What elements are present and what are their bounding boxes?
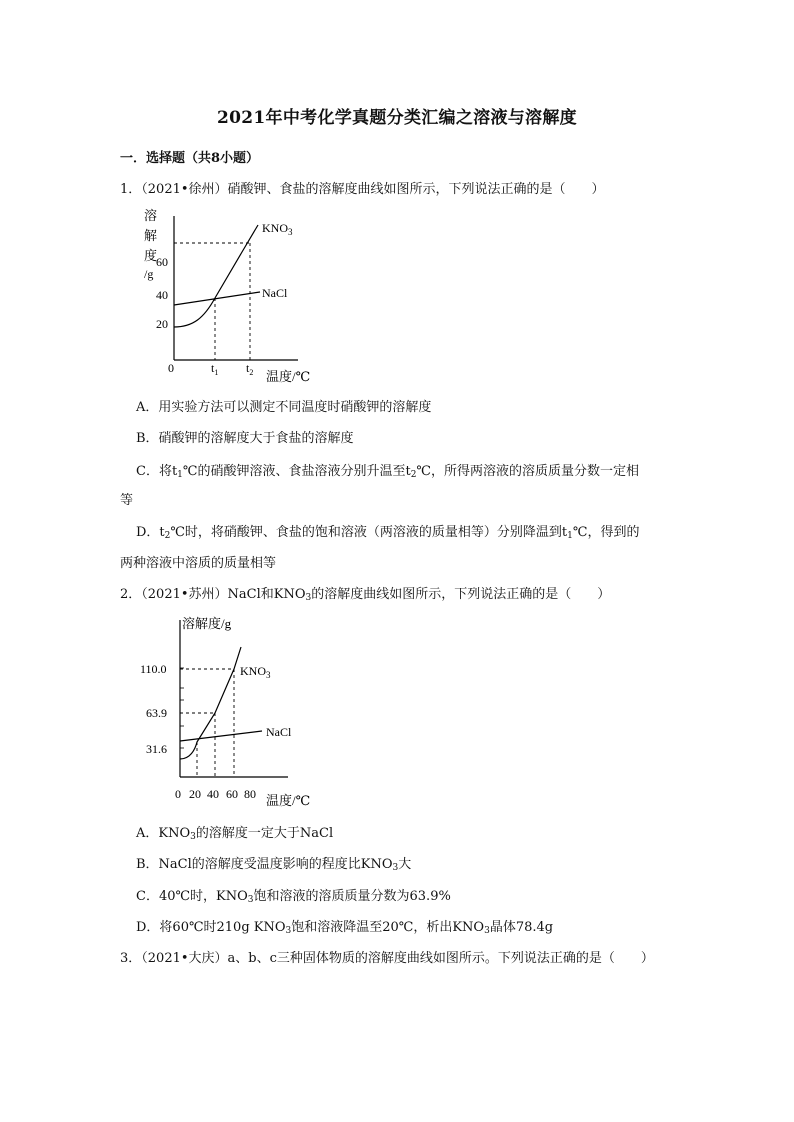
q2-option-a: A．$KNO_3$的溶解度一定大于NaCl bbox=[136, 826, 334, 842]
q2-xtick-20: 20 bbox=[189, 787, 201, 801]
q1-option-b: B．硝酸钾的溶解度大于食盐的溶解度 bbox=[136, 431, 354, 446]
q2-xtick-80: 80 bbox=[244, 787, 256, 801]
q1-ytick-20: 20 bbox=[156, 317, 168, 331]
q1-xtick-t1: $t_1$ bbox=[211, 361, 219, 377]
page-title: 2021年中考化学真题分类汇编之溶液与溶解度 bbox=[217, 108, 577, 128]
q1-xlabel: 温度/℃ bbox=[266, 369, 311, 384]
q2-option-d: D．将60℃时210g $KNO_3$饱和溶液降温至20℃，析出$KNO_3$晶体78.4g bbox=[136, 920, 554, 936]
question-3-stem: 3．（2021•大庆）a、b、c三种固体物质的溶解度曲线如图所示。下列说法正确的是（ ） bbox=[120, 951, 654, 966]
question-1-stem: 1．（2021•徐州）硝酸钾、食盐的溶解度曲线如图所示，下列说法正确的是（ ） bbox=[120, 182, 605, 197]
q2-nacl-line bbox=[180, 731, 262, 741]
q2-kno3-label: $KNO_3$ bbox=[240, 664, 271, 680]
q2-option-b: B．NaCl的溶解度受温度影响的程度比$KNO_3$大 bbox=[136, 857, 412, 873]
q1-nacl-label: NaCl bbox=[262, 286, 288, 300]
q1-ylabel-2: 解 bbox=[144, 228, 158, 243]
q2-nacl-label: NaCl bbox=[266, 725, 292, 739]
q2-ytick-63-9: 63.9 bbox=[146, 706, 167, 720]
q1-kno3-label: $KNO_3$ bbox=[262, 221, 293, 237]
q1-ytick-60: 60 bbox=[156, 255, 168, 269]
q1-option-d-continued: 两种溶液中溶质的质量相等 bbox=[120, 556, 277, 571]
question-2-stem: 2．（2021•苏州）NaCl和$KNO_3$的溶解度曲线如图所示，下列说法正确的是（ ） bbox=[120, 587, 611, 603]
q1-option-c-continued: 等 bbox=[120, 493, 134, 508]
q1-option-c: C．将$t_1℃$的硝酸钾溶液、食盐溶液分别升温至$t_2℃$，所得两溶液的溶质质量分数一定相 bbox=[136, 464, 639, 480]
q2-option-c: C．40℃时，$KNO_3$饱和溶液的溶质质量分数为63.9% bbox=[136, 889, 451, 905]
q1-option-a: A．用实验方法可以测定不同温度时硝酸钾的溶解度 bbox=[136, 400, 432, 415]
q1-ytick-40: 40 bbox=[156, 288, 168, 302]
q2-kno3-curve bbox=[180, 647, 241, 759]
section-heading: 一．选择题（共8小题） bbox=[120, 151, 260, 166]
q1-ylabel-1: 溶 bbox=[144, 208, 158, 223]
q1-xtick-t2: $t_2$ bbox=[246, 361, 254, 377]
q2-xtick-0: 0 bbox=[175, 787, 181, 801]
q2-ylabel: 溶解度/g bbox=[182, 616, 232, 631]
q2-xlabel: 温度/℃ bbox=[266, 793, 311, 808]
q2-solubility-chart bbox=[138, 606, 338, 812]
q2-xtick-40: 40 bbox=[207, 787, 219, 801]
q1-ylabel-4: /g bbox=[144, 267, 154, 281]
q1-ylabel-3: 度 bbox=[144, 248, 158, 263]
q1-origin: 0 bbox=[168, 361, 174, 375]
q2-ytick-31-6: 31.6 bbox=[146, 742, 167, 756]
q1-option-d: D．$t_2℃$时，将硝酸钾、食盐的饱和溶液（两溶液的质量相等）分别降温到$t_1℃$，得到的 bbox=[136, 525, 640, 541]
q1-kno3-curve bbox=[174, 225, 258, 327]
q2-xtick-60: 60 bbox=[226, 787, 238, 801]
q2-ytick-110: 110.0 bbox=[140, 662, 167, 676]
q1-solubility-chart bbox=[138, 200, 328, 386]
